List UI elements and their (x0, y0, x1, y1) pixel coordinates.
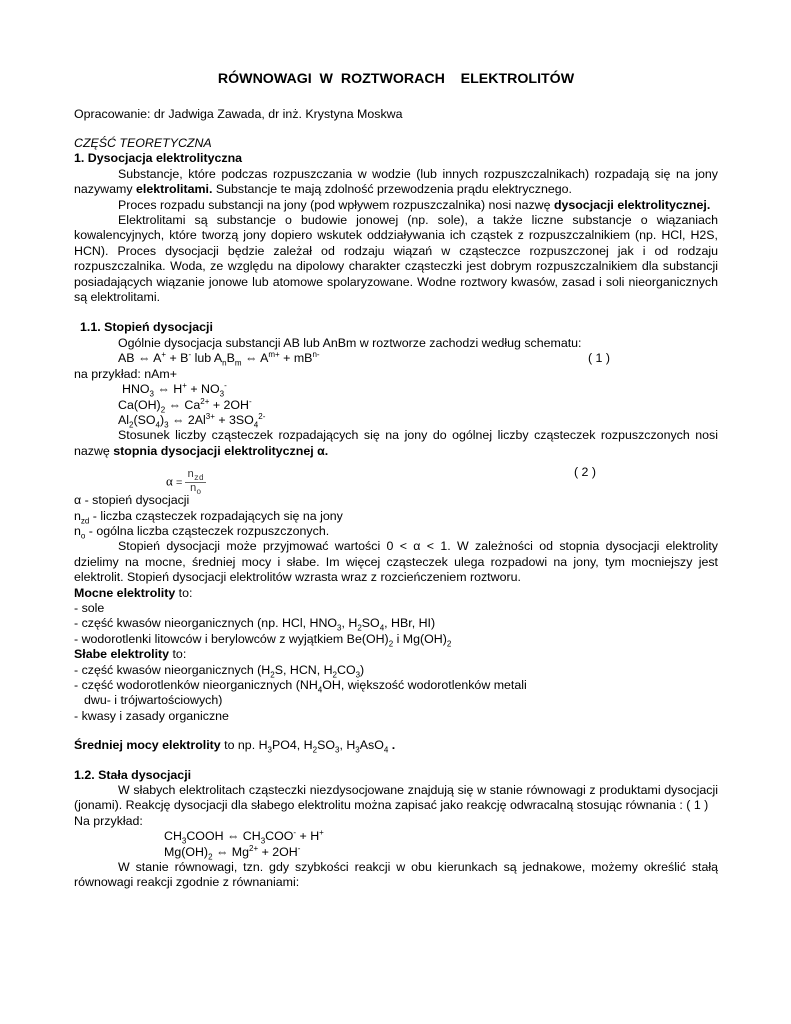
equation-number-1: ( 1 ) (587, 351, 610, 366)
equation-al2so43: $Al_2(SO_4)_3$ ⇔ $2Al^{3+} + 3SO_4^{2-}$ (118, 411, 266, 430)
list-item: - wodorotlenki litowców i berylowców z wyjątkiem $Be(OH)_2$ i $Mg(OH)_2$ (74, 631, 452, 649)
paragraph-constant: W stanie równowagi, tzn. gdy szybkości reakcji w obu kierunkach są jednakowe, możemy określić stałą równowagi reakcji zgodnie z równaniami: (74, 860, 718, 890)
scheme-intro: Ogólnie dysocjacja substancji AB lub AnBm w roztworze zachodzi według schematu: (118, 335, 582, 350)
strong-heading: Mocne elektrolity to: (74, 585, 193, 600)
paragraph-degree-range: Stopień dysocjacji może przyjmować wartości 0 < α < 1. W zależności od stopnia dysocjacji elektrolity dzielimy na mocne, średniej mocy i słabe. Im więcej cząsteczek ulega rozpadowi na jony, tym mocniejszy jest elektrolit. Stopień dysocjacji elektrolitów wzrasta wraz z rozcieńczeniem roztworu. (74, 539, 718, 585)
paragraph-degree: Stosunek liczby cząsteczek rozpadających się na jony do ogólnej liczby cząsteczek rozpuszczonych nosi nazwę stopnia dysocjacji elektrolitycznej α. (74, 428, 718, 458)
equation-hno3: $HNO_3$ ⇔ $H^+ + NO_3^-$ (122, 380, 227, 399)
equation-number-2: ( 2 ) (573, 465, 596, 480)
equation-1: AB ⇔ A+ + B- lub $A_nB_m$ ⇔ $A^{m+} + mB^{n-}$ ( 1 ) (118, 350, 610, 368)
definition-nzd: $n_{zd}$ - liczba cząsteczek rozpadających się na jony (74, 508, 343, 525)
paragraph-ionic: Elektrolitami są substancje o budowie jonowej (np. sole), a także liczne substancje o wiązaniach kowalencyjnych, które tworzą jony dopiero wskutek oddziaływania ich cząstek z rozpuszczalnikiem (np. HCl, H2S, HCN). Proces dysocjacji będzie zależał od rodzaju wiązań w cząsteczce rozpuszczonej jak i od rodzaju rozpuszczalnika. Woda, ze względu na dipolowy charakter cząsteczki jest dobrym rozpuszczalnikiem dla substancji posiadających wiązanie jonowe lub atomowe spolaryzowane. Wodne roztwory kwasów, zasad i soli nieorganicznych są elektrolitami. (74, 213, 718, 305)
list-item-continuation: dwu- i trójwartościowych) (84, 693, 223, 708)
document-title: RÓWNOWAGI W ROZTWORACH ELEKTROLITÓW (217, 71, 575, 87)
alpha-formula: α = $\frac{n_{zd}}{n_o}$ (166, 469, 204, 498)
medium-electrolytes: Średniej mocy elektrolity to np. $H_3PO4$, $H_2SO_3$, $H_3AsO_4$ . (74, 738, 396, 755)
paragraph-dissociation: Proces rozpadu substancji na jony (pod wpływem rozpuszczalnika) nosi nazwę dysocjacji elektrolitycznej. (118, 197, 711, 212)
heading-1: 1. Dysocjacja elektrolityczna (74, 151, 243, 166)
equation-acetic-acid: $CH_3COOH$ ⇔ $CH_3COO^- + H^+$ (164, 828, 324, 846)
document-body (74, 136, 718, 891)
list-item: - część kwasów nieorganicznych ($H_2S$, HCN, $H_2CO_3$) (74, 662, 365, 680)
example-line: na przykład: nAm+ (74, 366, 177, 381)
paragraph-equilibrium: W słabych elektrolitach cząsteczki niezdysocjowane znajdują się w stanie równowagi z produktami dysocjacji (jonami). Reakcję dysocjacji dla słabego elektrolitu można zapisać jako reakcję odwracalną stosując równania : ( 1 ) (74, 783, 718, 813)
weak-heading: Słabe elektrolity to: (74, 647, 187, 662)
definition-alpha: α - stopień dysocjacji (74, 493, 190, 508)
equation-caoh2: $Ca(OH)_2$ ⇔ $Ca^{2+} + 2OH^-$ (118, 396, 252, 414)
list-item: - kwasy i zasady organiczne (74, 708, 229, 723)
paragraph-electrolytes: Substancje, które podczas rozpuszczania w wodzie (lub innych rozpuszczalnikach) rozpadają się na jony nazywamy elektrolitami. Substancje te mają zdolność przewodzenia prądu elektrycznego. (74, 166, 718, 197)
equation-mgoh2: $Mg(OH)_2$ ⇔ $Mg^{2+} + 2OH^-$ (164, 843, 301, 862)
heading-1-2: 1.2. Stała dysocjacji (74, 767, 192, 782)
authors-line: Opracowanie: dr Jadwiga Zawada, dr inż. Krystyna Moskwa (74, 107, 403, 121)
example-line-2: Na przykład: (74, 813, 143, 828)
list-item: - część kwasów nieorganicznych (np. HCl, $HNO_3$, $H_2SO_4$, HBr, HI) (74, 616, 436, 633)
definition-no: $n_o$ - ogólna liczba cząsteczek rozpuszczonych. (74, 523, 330, 541)
list-item: - część wodorotlenków nieorganicznych ($NH_4OH$, większość wodorotlenków metali (74, 678, 527, 695)
equation-2 (74, 459, 718, 498)
section-label: CZĘŚĆ TEORETYCZNA (74, 136, 212, 150)
heading-1-1: 1.1. Stopień dysocjacji (80, 320, 213, 335)
list-item: - sole (74, 600, 105, 615)
